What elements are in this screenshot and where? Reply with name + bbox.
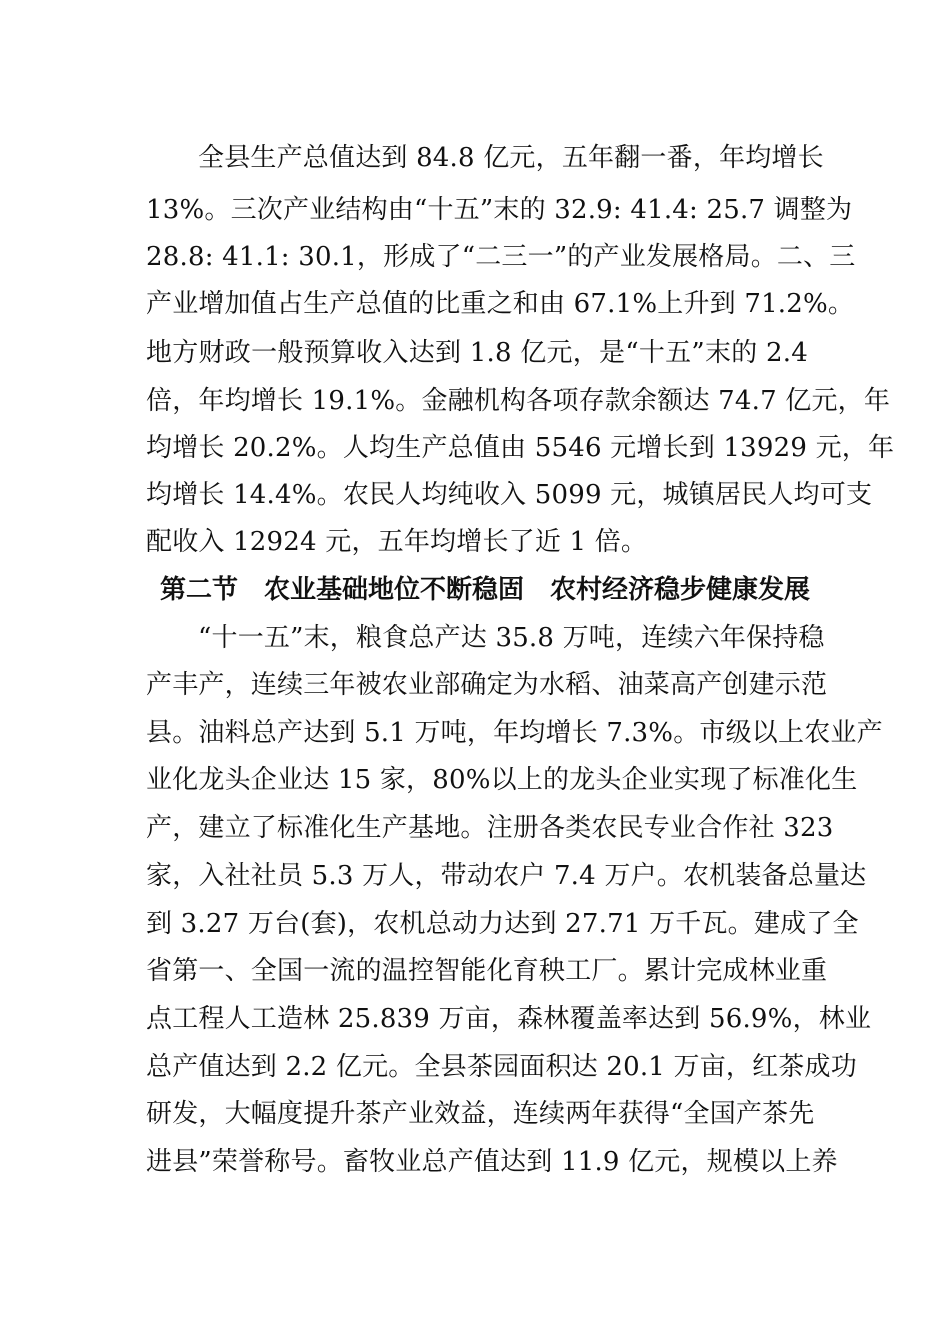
text-line: 13%。三次产业结构由“十五”末的 32.9: 41.4: 25.7 调整为 [146, 195, 853, 225]
text-line: 点工程人工造林 25.839 万亩，森林覆盖率达到 56.9%，林业 [146, 1004, 872, 1034]
text-line: 均增长 20.2%。人均生产总值由 5546 元增长到 13929 元，年 [146, 433, 895, 463]
text-line: 产丰产，连续三年被农业部确定为水稻、油菜高产创建示范 [146, 670, 828, 700]
text-line: 业化龙头企业达 15 家，80%以上的龙头企业实现了标准化生 [146, 765, 858, 795]
text-line: 产，建立了标准化生产基地。注册各类农民专业合作社 323 [146, 813, 834, 843]
text-line: 均增长 14.4%。农民人均纯收入 5099 元，城镇居民人均可支 [146, 480, 873, 510]
text-line: “十一五”末，粮食总产达 35.8 万吨，连续六年保持稳 [198, 623, 825, 653]
text-line: 28.8: 41.1: 30.1，形成了“二三一”的产业发展格局。二、三 [146, 242, 856, 272]
text-line: 到 3.27 万台(套)，农机总动力达到 27.71 万千瓦。建成了全 [146, 909, 859, 939]
text-line: 产业增加值占生产总值的比重之和由 67.1%上升到 71.2%。 [146, 289, 855, 319]
text-line: 省第一、全国一流的温控智能化育秧工厂。累计完成林业重 [146, 956, 828, 986]
text-line: 全县生产总值达到 84.8 亿元，五年翻一番，年均增长 [198, 143, 824, 173]
text-line: 总产值达到 2.2 亿元。全县茶园面积达 20.1 万亩，红茶成功 [146, 1052, 857, 1082]
section-heading: 第二节 农业基础地位不断稳固 农村经济稳步健康发展 [160, 575, 811, 605]
text-line: 倍，年均增长 19.1%。金融机构各项存款余额达 74.7 亿元，年 [146, 386, 891, 416]
text-line: 县。油料总产达到 5.1 万吨，年均增长 7.3%。市级以上农业产 [146, 718, 883, 748]
text-line: 地方财政一般预算收入达到 1.8 亿元，是“十五”末的 2.4 [146, 338, 808, 368]
text-line: 进县”荣誉称号。畜牧业总产值达到 11.9 亿元，规模以上养 [146, 1147, 838, 1177]
text-line: 研发，大幅度提升茶产业效益，连续两年获得“全国产茶先 [146, 1099, 815, 1129]
text-line: 配收入 12924 元，五年均增长了近 1 倍。 [146, 527, 648, 557]
text-line: 家，入社社员 5.3 万人，带动农户 7.4 万户。农机装备总量达 [146, 861, 867, 891]
